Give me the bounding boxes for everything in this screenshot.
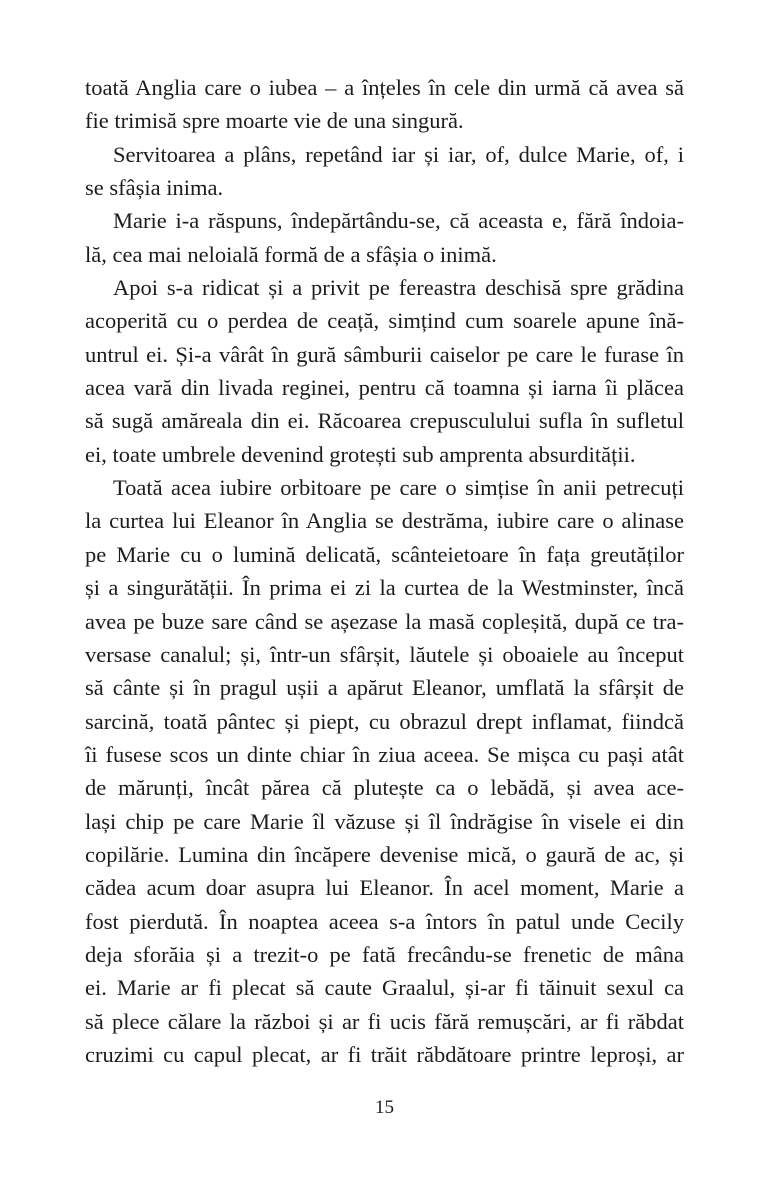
text-line: de mărunți, încât părea că plutește ca o lebădă, și avea ace- (85, 775, 684, 801)
text-line: la curtea lui Eleanor în Anglia se destrăma, iubire care o alinase (85, 508, 684, 534)
text-line: îi fusese scos un dinte chiar în ziua aceea. Se mișca cu pași atât (85, 741, 684, 767)
text-line: pe Marie cu o lumină delicată, scânteietoare în fața greutăților (85, 541, 684, 567)
text-line: deja sforăia și a trezit-o pe fată frecându-se frenetic de mâna (85, 941, 684, 967)
text-line: Servitoarea a plâns, repetând iar și iar, of, dulce Marie, of, i (113, 141, 684, 167)
text-line: cruzimi cu capul plecat, ar fi trăit răbdătoare printre leproși, ar (85, 1041, 684, 1067)
text-line: lă, cea mai neloială formă de a sfâșia o inimă. (85, 241, 497, 267)
text-line: cădea acum doar asupra lui Eleanor. În acel moment, Marie a (85, 875, 684, 901)
text-line: se sfâșia inima. (85, 175, 224, 201)
page-text (85, 71, 684, 1071)
text-line: untrul ei. Și-a vârât în gură sâmburii caiselor pe care le furase în (85, 341, 684, 367)
text-line: ei. Marie ar fi plecat să caute Graalul, și-ar fi tăinuit sexul ca (85, 975, 684, 1001)
text-line: Toată acea iubire orbitoare pe care o simțise în anii petrecuți (113, 475, 684, 501)
page-number: 15 (375, 1097, 394, 1118)
text-line: acea vară din livada reginei, pentru că toamna și iarna îi plăcea (85, 375, 684, 401)
text-line: acoperită cu o perdea de ceață, simțind cum soarele apune înă- (85, 308, 684, 334)
text-line: și a singurătății. În prima ei zi la curtea de la Westminster, încă (85, 575, 684, 601)
text-line: fie trimisă spre moarte vie de una singură. (85, 108, 464, 134)
text-line: copilărie. Lumina din încăpere devenise mică, o gaură de ac, și (85, 841, 684, 867)
text-line: să cânte și în pragul ușii a apărut Eleanor, umflată la sfârșit de (85, 675, 684, 701)
text-line: avea pe buze sare când se așezase la masă copleșită, după ce tra- (85, 608, 684, 634)
text-line: versase canalul; și, într-un sfârșit, lăutele și oboaiele au început (85, 641, 684, 667)
text-line: fost pierdută. În noaptea aceea s-a întors în patul unde Cecily (85, 908, 684, 934)
text-line: ei, toate umbrele devenind grotești sub amprenta absurdității. (85, 441, 636, 467)
text-line: sarcină, toată pântec și piept, cu obrazul drept inflamat, fiindcă (85, 708, 684, 734)
text-line: Apoi s-a ridicat și a privit pe fereastra deschisă spre grădina (113, 275, 684, 301)
text-line: toată Anglia care o iubea – a înțeles în cele din urmă că avea să (85, 75, 684, 100)
text-line: lași chip pe care Marie îl văzuse și îl îndrăgise în visele ei din (85, 808, 684, 834)
text-line: Marie i-a răspuns, îndepărtându-se, că aceasta e, fără îndoia- (113, 208, 684, 234)
text-line: să plece călare la război și ar fi ucis fără remușcări, ar fi răbdat (85, 1008, 684, 1034)
page-footer (85, 1097, 684, 1119)
text-line: să sugă amăreala din ei. Răcoarea crepusculului sufla în sufletul (85, 408, 684, 434)
